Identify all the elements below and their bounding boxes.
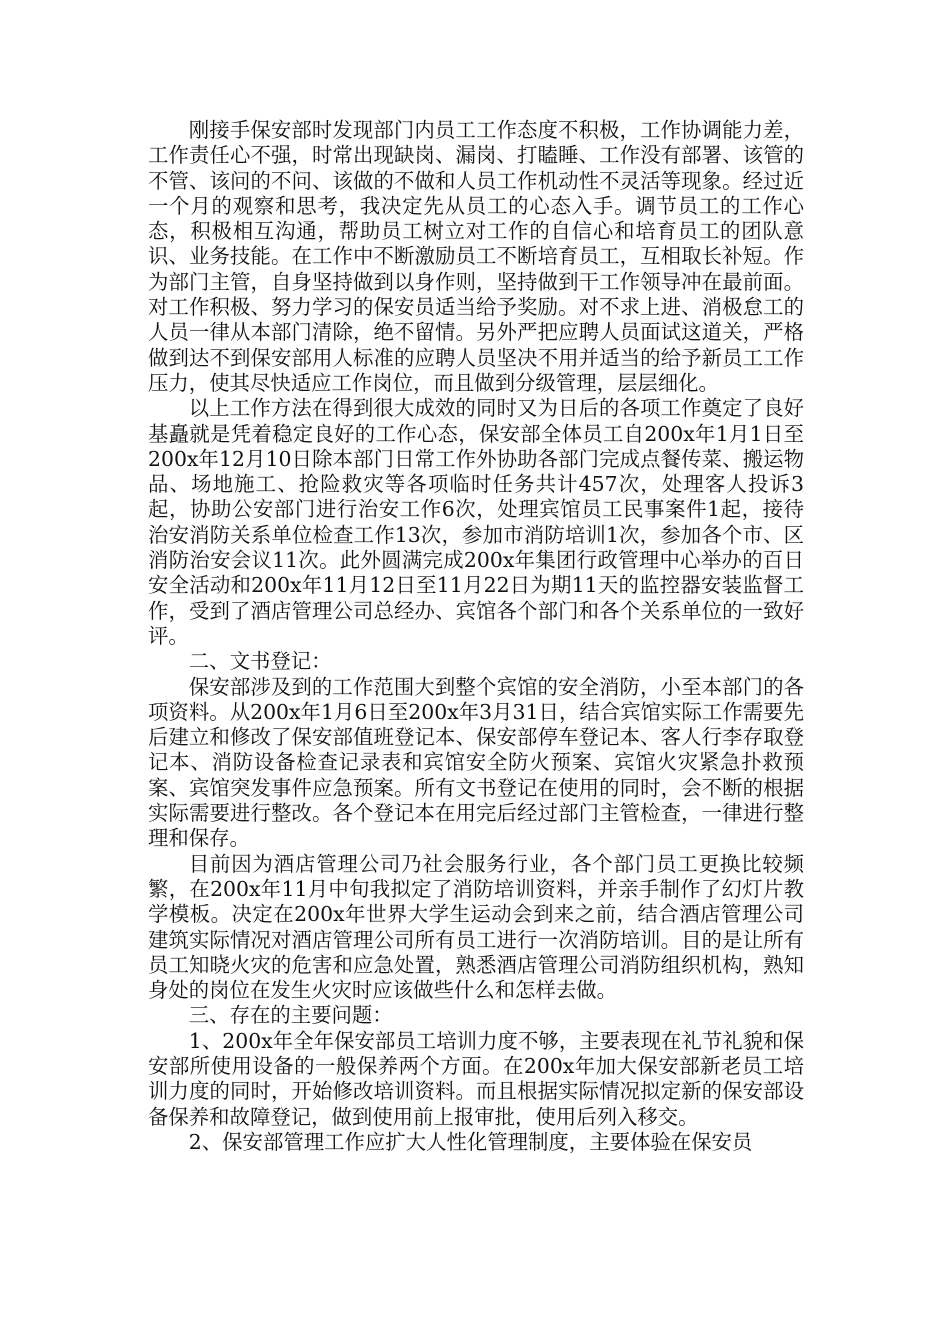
paragraph-problem-1: 1、200x年全年保安部员工培训力度不够，主要表现在礼节礼貌和保安部所使用设备的一般保养两个方面。在200x年加大保安部新老员工培训力度的同时，开始修改培训资料。而且根据实际情况拟定新的保安部设备保养和故障登记，做到使用前上报审批，使用后列入移交。 — [148, 1028, 804, 1129]
paragraph-staff-attitude: 刚接手保安部时发现部门内员工工作态度不积极，工作协调能力差，工作责任心不强，时常出现缺岗、漏岗、打瞌睡、工作没有部署、该管的不管、该问的不问、该做的不做和人员工作机动性不灵活等现象。经过近一个月的观察和思考，我决定先从员工的心态入手。调节员工的工作心态，积极相互沟通，帮助员工树立对工作的自信心和培育员工的团队意识、业务技能。在工作中不断激励员工不断培育员工，互相取长补短。作为部门主管，自身坚持做到以身作则，坚持做到干工作领导冲在最前面。对工作积极、努力学习的保安员适当给予奖励。对不求上进、消极怠工的人员一律从本部门清除，绝不留情。另外严把应聘人员面试这道关，严格做到达不到保安部用人标准的应聘人员坚决不用并适当的给予新员工工作压力，使其尽快适应工作岗位，而且做到分级管理，层层细化。 — [148, 118, 804, 395]
document-body — [148, 118, 804, 1155]
paragraph-fire-training: 目前因为酒店管理公司乃社会服务行业，各个部门员工更换比较频繁，在200x年11月中旬我拟定了消防培训资料，并亲手制作了幻灯片教学模板。决定在200x年世界大学生运动会到来之前，结合酒店管理公司建筑实际情况对酒店管理公司所有员工进行一次消防培训。目的是让所有员工知晓火灾的危害和应急处置，熟悉酒店管理公司消防组织机构，熟知身处的岗位在发生火灾时应该做些什么和怎样去做。 — [148, 851, 804, 1003]
section-heading-main-problems: 三、存在的主要问题： — [188, 1003, 393, 1028]
section-heading-document-registration: 二、文书登记： — [188, 649, 332, 674]
paragraph-document-registration: 保安部涉及到的工作范围大到整个宾馆的安全消防，小至本部门的各项资料。从200x年1月6日至200x年3月31日，结合宾馆实际工作需要先后建立和修改了保安部值班登记本、保安部停车登记本、客人行李存取登记本、消防设备检查记录表和宾馆安全防火预案、宾馆火灾紧急扑救预案、宾馆突发事件应急预案。所有文书登记在使用的同时，会不断的根据实际需要进行整改。各个登记本在用完后经过部门主管检查，一律进行整理和保存。 — [148, 674, 804, 851]
paragraph-work-results: 以上工作方法在得到很大成效的同时又为日后的各项工作奠定了良好 基矗就是凭着稳定良好的工作心态，保安部全体员工自200x年1月1日至200x年12月10日除本部门日常工作外协助各部门完成点餐传菜、搬运物品、场地施工、抢险救灾等各项临时任务共计457次，处理客人投诉3起，协助公安部门进行治安工作6次，处理宾馆员工民事案件1起，接待治安消防关系单位检查工作13次，参加市消防培训1次，参加各个市、区消防治安会议11次。此外圆满完成200x年集团行政管理中心举办的百日安全活动和200x年11月12日至11月22日为期11天的监控器安装监督工作，受到了酒店管理公司总经办、宾馆各个部门和各个关系单位的一致好评。 — [148, 396, 804, 648]
paragraph-problem-2: 2、保安部管理工作应扩大人性化管理制度，主要体验在保安员 — [188, 1129, 753, 1154]
